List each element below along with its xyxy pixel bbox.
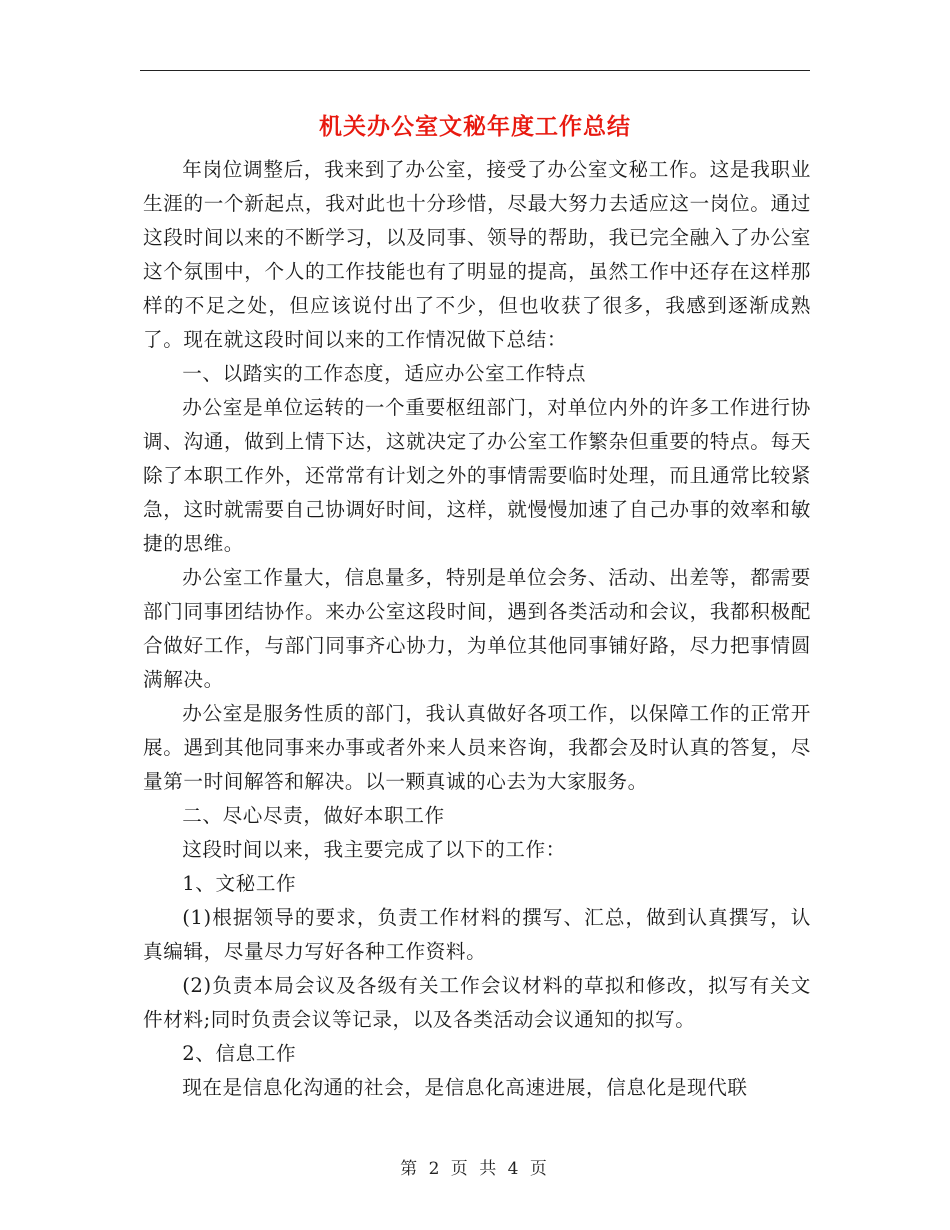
subheading-secretarial: 1、文秘工作 bbox=[182, 872, 297, 895]
paragraph-intro: 年岗位调整后，我来到了办公室，接受了办公室文秘工作。这是我职业生涯的一个新起点，我对此也十分珍惜，尽最大努力去适应这一岗位。通过这段时间以来的不断学习，以及同事、领导的帮助，我已完全融入了办公室这个氛围中，个人的工作技能也有了明显的提高，虽然工作中还存在这样那样的不足之处，但应该说付出了不少，但也收获了很多，我感到逐渐成熟了。现在就这段时间以来的工作情况做下总结： bbox=[143, 158, 811, 351]
section-heading-2: 二、尽心尽责，做好本职工作 bbox=[182, 804, 445, 827]
page-number: 第 2 页 共 4 页 bbox=[400, 1159, 550, 1179]
paragraph-work-intro: 这段时间以来，我主要完成了以下的工作： bbox=[182, 838, 566, 861]
paragraph-information: 现在是信息化沟通的社会，是信息化高速进展，信息化是现代联 bbox=[182, 1076, 748, 1099]
document-title: 机关办公室文秘年度工作总结 bbox=[319, 114, 631, 140]
list-item-2: (2)负责本局会议及各级有关工作会议材料的草拟和修改，拟写有关文件材料;同时负责会议等记录，以及各类活动会议通知的拟写。 bbox=[143, 974, 811, 1031]
paragraph-office-role: 办公室是单位运转的一个重要枢纽部门，对单位内外的许多工作进行协调、沟通，做到上情下达，这就决定了办公室工作繁杂但重要的特点。每天除了本职工作外，还常常有计划之外的事情需要临时处理，而且通常比较紧急，这时就需要自己协调好时间，这样，就慢慢加速了自己办事的效率和敏捷的思维。 bbox=[143, 396, 811, 555]
section-heading-1: 一、以踏实的工作态度，适应办公室工作特点 bbox=[182, 362, 587, 385]
paragraph-workload: 办公室工作量大，信息量多，特别是单位会务、活动、出差等，都需要部门同事团结协作。来办公室这段时间，遇到各类活动和会议，我都积极配合做好工作，与部门同事齐心协力，为单位其他同事铺好路，尽力把事情圆满解决。 bbox=[143, 566, 811, 691]
list-item-1: (1)根据领导的要求，负责工作材料的撰写、汇总，做到认真撰写，认真编辑，尽量尽力写好各种工作资料。 bbox=[143, 906, 811, 963]
document-body bbox=[143, 153, 811, 1105]
subheading-information: 2、信息工作 bbox=[182, 1042, 297, 1065]
header-rule bbox=[140, 70, 810, 71]
paragraph-service: 办公室是服务性质的部门，我认真做好各项工作，以保障工作的正常开展。遇到其他同事来办事或者外来人员来咨询，我都会及时认真的答复，尽量第一时间解答和解决。以一颗真诚的心去为大家服务。 bbox=[143, 702, 811, 793]
